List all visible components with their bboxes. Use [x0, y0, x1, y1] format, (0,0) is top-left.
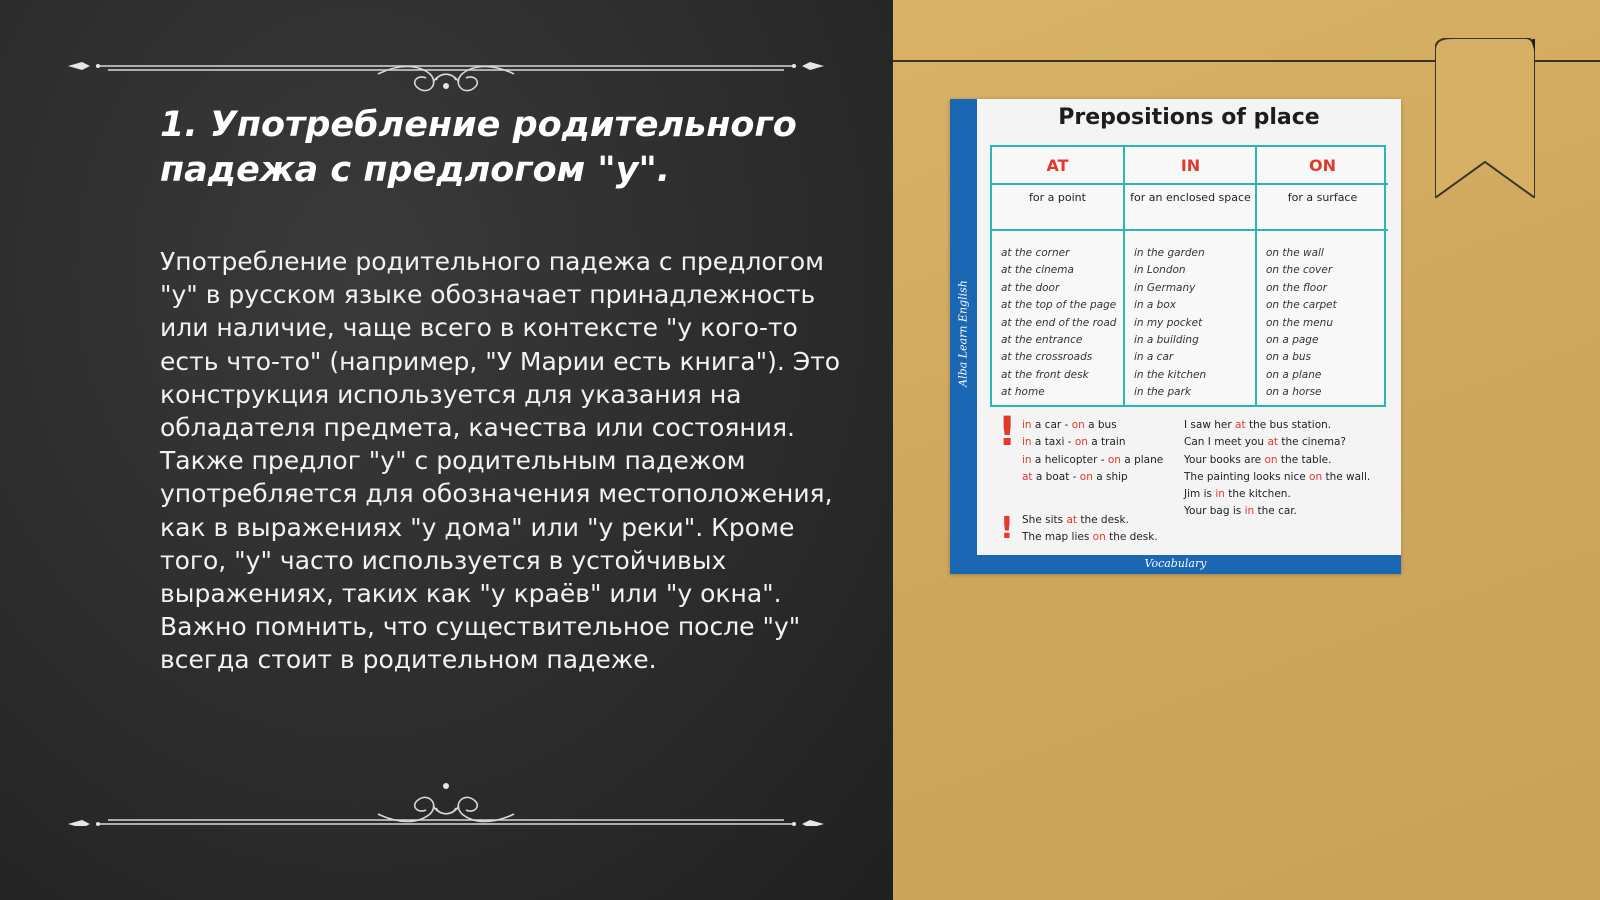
note-line: at a boat - on a ship	[1022, 470, 1128, 483]
example-item: in the kitchen	[1134, 368, 1207, 381]
note-line: I saw her at the bus station.	[1184, 419, 1332, 431]
bottom-ornament	[68, 776, 824, 826]
example-item: on the wall	[1266, 247, 1324, 259]
table-column-at	[992, 147, 1123, 405]
poster-title: Prepositions of place	[1058, 105, 1320, 130]
desk-notes	[1022, 512, 1158, 547]
note-line: Your books are on the table.	[1184, 453, 1332, 466]
table-column-in	[1123, 147, 1256, 405]
example-item: on the menu	[1266, 316, 1333, 329]
exclamation-mark: !	[998, 409, 1017, 455]
example-item: at the corner	[1001, 247, 1070, 259]
example-item: at the front desk	[1001, 368, 1089, 381]
example-item: at home	[1001, 386, 1045, 399]
example-item: in Germany	[1134, 281, 1196, 294]
slide-title: 1. Употребление родительного падежа с предлогом "у".	[160, 105, 797, 190]
column-header: AT	[992, 147, 1123, 185]
column-description: for a surface	[1257, 185, 1388, 231]
note-line: Your bag is in the car.	[1184, 505, 1297, 518]
exclamation-mark: !	[1000, 511, 1014, 546]
example-item: at the end of the road	[1001, 316, 1117, 329]
example-item: at the door	[1001, 281, 1060, 294]
example-item: on a plane	[1266, 368, 1322, 381]
example-item: at the cinema	[1001, 264, 1074, 277]
example-item: in a building	[1134, 334, 1199, 347]
example-item: in the garden	[1134, 247, 1205, 259]
bookmark-ribbon-icon	[1435, 38, 1535, 198]
example-item: at the entrance	[1001, 334, 1083, 347]
example-item: at the crossroads	[1001, 351, 1093, 364]
column-examples	[1266, 245, 1388, 402]
note-line: Jim is in the kitchen.	[1184, 488, 1291, 501]
sentence-examples	[1184, 417, 1370, 521]
column-description: for a point	[992, 185, 1123, 231]
poster-vertical-label: Alba Learn English	[956, 280, 970, 387]
example-item: in London	[1134, 264, 1186, 277]
note-line: She sits at the desk.	[1022, 514, 1129, 526]
note-line: in a helicopter - on a plane	[1022, 453, 1164, 466]
example-item: on the floor	[1266, 281, 1327, 294]
example-item: on a bus	[1266, 351, 1311, 364]
example-item: on the cover	[1266, 264, 1333, 277]
poster-footer-label: Vocabulary	[1144, 557, 1207, 570]
top-ornament	[68, 44, 824, 94]
note-line: in a car - on a bus	[1022, 419, 1117, 431]
column-header: IN	[1125, 147, 1256, 185]
example-item: on a horse	[1266, 386, 1322, 399]
example-item: on a page	[1266, 334, 1319, 347]
example-item: on the carpet	[1266, 299, 1337, 312]
example-item: in my pocket	[1134, 316, 1203, 329]
column-description: for an enclosed space	[1125, 185, 1256, 231]
column-examples	[1001, 245, 1123, 402]
transport-notes	[1022, 417, 1163, 486]
prepositions-table	[990, 145, 1386, 407]
example-item: in the park	[1134, 386, 1191, 399]
note-line: The map lies on the desk.	[1022, 531, 1158, 544]
note-line: Can I meet you at the cinema?	[1184, 436, 1346, 449]
prepositions-poster	[950, 99, 1401, 574]
note-line: in a taxi - on a train	[1022, 436, 1126, 449]
slide-body-text: Употребление родительного падежа с предлогом "у" в русском языке обозначает принадлежность или наличие, чаще всего в контексте "у кого-то есть что-то" (например, "У Марии есть книга"). Это конструкция используется для указания на обладателя предмета, качества или состояния. Также предлог "у" с родительным падежом употребляется для обозначения местоположения, как в выражениях "у дома" или "у реки". Кроме того, "у" часто используется в устойчивых выражениях, таких как "у краёв" или "у окна". Важно помнить, что существительное после "у" всегда стоит в родительном падеже.	[160, 247, 841, 675]
example-item: at the top of the page	[1001, 299, 1117, 312]
example-item: in a car	[1134, 351, 1174, 364]
table-column-on	[1255, 147, 1388, 405]
column-header: ON	[1257, 147, 1388, 185]
note-line: The painting looks nice on the wall.	[1184, 470, 1371, 483]
example-item: in a box	[1134, 299, 1176, 312]
column-examples	[1134, 245, 1256, 402]
